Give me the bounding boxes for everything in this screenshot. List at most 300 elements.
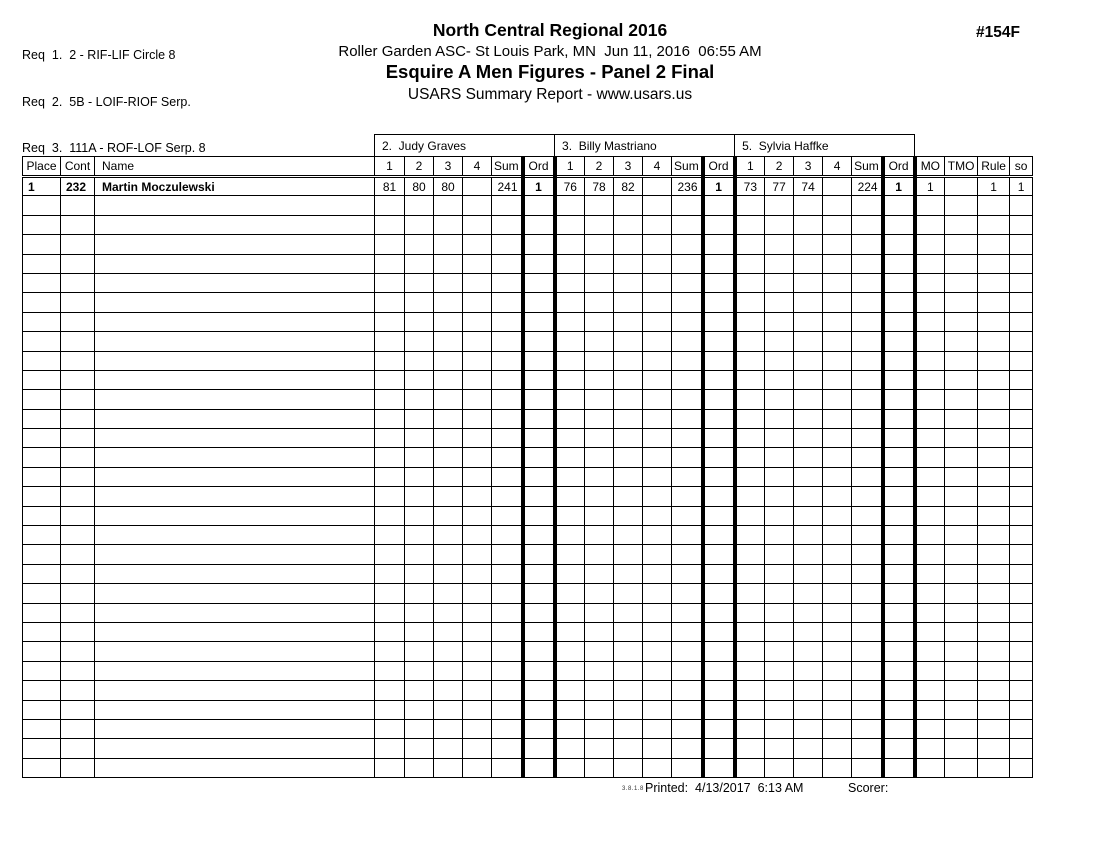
ord-cell <box>703 390 735 409</box>
score-cell <box>794 429 823 448</box>
rule-cell <box>978 681 1010 700</box>
ord-cell <box>703 545 735 564</box>
score-cell <box>585 215 614 234</box>
place-cell <box>23 700 61 719</box>
mo-cell <box>915 293 945 312</box>
sum-cell <box>492 254 523 273</box>
sum-cell <box>672 700 703 719</box>
cont-cell <box>61 448 95 467</box>
score-cell <box>765 545 794 564</box>
score-cell <box>434 622 463 641</box>
score-cell <box>765 429 794 448</box>
score-cell <box>375 642 405 661</box>
score-cell <box>375 273 405 292</box>
name-cell <box>95 526 375 545</box>
ord-cell <box>883 719 915 738</box>
score-cell <box>614 564 643 583</box>
score-cell <box>463 351 492 370</box>
score-cell <box>555 448 585 467</box>
rule-cell <box>978 273 1010 292</box>
empty-table-row <box>23 526 1033 545</box>
score-cell <box>405 545 434 564</box>
cont-cell <box>61 739 95 758</box>
sum-cell <box>852 564 883 583</box>
score-cell <box>735 584 765 603</box>
score-cell <box>375 196 405 215</box>
col-header-judge2-ord: Ord <box>703 157 735 177</box>
so-cell <box>1010 312 1033 331</box>
score-cell <box>405 700 434 719</box>
tmo-cell <box>945 254 978 273</box>
score-cell <box>794 739 823 758</box>
sum-cell <box>672 351 703 370</box>
score-cell <box>643 215 672 234</box>
score-cell <box>434 719 463 738</box>
score-cell <box>375 351 405 370</box>
score-cell <box>405 487 434 506</box>
score-cell <box>614 215 643 234</box>
ord-cell <box>523 719 555 738</box>
score-cell <box>434 758 463 777</box>
score-cell <box>765 642 794 661</box>
place-cell <box>23 235 61 254</box>
score-cell <box>434 642 463 661</box>
score-cell <box>765 215 794 234</box>
place-cell <box>23 584 61 603</box>
score-cell <box>794 603 823 622</box>
score-cell <box>823 351 852 370</box>
ord-cell <box>703 332 735 351</box>
score-cell <box>823 215 852 234</box>
score-cell <box>735 603 765 622</box>
place-cell <box>23 254 61 273</box>
ord-cell <box>523 545 555 564</box>
sum-cell <box>852 526 883 545</box>
empty-table-row <box>23 719 1033 738</box>
ord-cell <box>523 448 555 467</box>
sum-cell <box>852 312 883 331</box>
score-cell <box>735 467 765 486</box>
score-cell <box>585 273 614 292</box>
empty-table-row <box>23 506 1033 525</box>
score-cell <box>375 215 405 234</box>
cont-cell <box>61 719 95 738</box>
so-cell <box>1010 409 1033 428</box>
col-header-rule: Rule <box>978 157 1010 177</box>
score-cell <box>614 719 643 738</box>
cont-cell <box>61 332 95 351</box>
score-cell <box>794 293 823 312</box>
ord-cell <box>703 739 735 758</box>
tmo-cell <box>945 564 978 583</box>
table-head <box>23 135 1033 177</box>
so-cell <box>1010 506 1033 525</box>
score-cell <box>555 273 585 292</box>
score-cell <box>735 235 765 254</box>
score-cell <box>555 681 585 700</box>
score-cell <box>823 564 852 583</box>
name-cell <box>95 254 375 273</box>
score-cell <box>405 254 434 273</box>
rule-cell <box>978 739 1010 758</box>
tmo-cell <box>945 739 978 758</box>
score-cell <box>555 603 585 622</box>
score-cell <box>375 390 405 409</box>
ord-cell <box>523 409 555 428</box>
rule-cell <box>978 526 1010 545</box>
so-cell <box>1010 603 1033 622</box>
empty-table-row <box>23 758 1033 777</box>
score-cell <box>375 448 405 467</box>
sum-cell <box>852 467 883 486</box>
score-cell <box>614 758 643 777</box>
score-cell <box>463 487 492 506</box>
so-cell <box>1010 681 1033 700</box>
rule-cell <box>978 215 1010 234</box>
mo-cell <box>915 332 945 351</box>
score-cell <box>375 526 405 545</box>
score-cell <box>614 661 643 680</box>
ord-cell <box>703 235 735 254</box>
cont-cell <box>61 758 95 777</box>
score-cell <box>823 390 852 409</box>
column-header-row <box>23 157 1033 177</box>
software-version: 3.8.1.8 <box>622 786 644 792</box>
ord-cell <box>703 564 735 583</box>
score-cell: 82 <box>614 177 643 196</box>
score-cell <box>555 758 585 777</box>
score-cell <box>463 758 492 777</box>
score-cell <box>555 254 585 273</box>
score-cell <box>794 661 823 680</box>
so-cell <box>1010 467 1033 486</box>
score-cell <box>614 370 643 389</box>
score-cell <box>434 603 463 622</box>
score-cell <box>555 351 585 370</box>
score-cell <box>405 332 434 351</box>
col-header-judge1-sum: Sum <box>492 157 523 177</box>
ord-cell <box>883 758 915 777</box>
ord-cell <box>703 700 735 719</box>
so-cell <box>1010 584 1033 603</box>
score-cell <box>434 584 463 603</box>
score-cell <box>405 196 434 215</box>
score-cell <box>463 642 492 661</box>
place-cell <box>23 506 61 525</box>
so-cell <box>1010 332 1033 351</box>
ord-cell <box>703 661 735 680</box>
sum-cell <box>852 545 883 564</box>
sum-cell <box>852 254 883 273</box>
score-cell <box>463 448 492 467</box>
name-cell <box>95 545 375 564</box>
score-cell <box>434 196 463 215</box>
sum-cell <box>672 448 703 467</box>
score-cell <box>823 332 852 351</box>
mo-cell <box>915 351 945 370</box>
score-cell <box>823 584 852 603</box>
score-cell <box>434 429 463 448</box>
score-cell: 77 <box>765 177 794 196</box>
score-cell <box>765 273 794 292</box>
so-cell <box>1010 758 1033 777</box>
score-cell <box>823 254 852 273</box>
name-cell <box>95 429 375 448</box>
mo-cell <box>915 487 945 506</box>
ord-cell <box>883 487 915 506</box>
so-cell <box>1010 487 1033 506</box>
cont-cell <box>61 564 95 583</box>
empty-table-row <box>23 235 1033 254</box>
mo-cell <box>915 196 945 215</box>
score-cell <box>614 448 643 467</box>
score-cell <box>585 467 614 486</box>
ord-cell <box>523 506 555 525</box>
ord-cell <box>883 293 915 312</box>
col-header-judge1-4: 4 <box>463 157 492 177</box>
score-cell <box>434 448 463 467</box>
score-cell <box>463 215 492 234</box>
place-cell <box>23 467 61 486</box>
score-cell <box>405 370 434 389</box>
cont-cell <box>61 487 95 506</box>
empty-table-row <box>23 448 1033 467</box>
mo-cell <box>915 642 945 661</box>
score-cell <box>463 681 492 700</box>
ord-cell <box>523 487 555 506</box>
score-cell <box>585 739 614 758</box>
col-header-judge1-ord: Ord <box>523 157 555 177</box>
score-cell <box>555 584 585 603</box>
tmo-cell <box>945 177 978 196</box>
rule-cell <box>978 448 1010 467</box>
col-header-mo: MO <box>915 157 945 177</box>
name-cell <box>95 487 375 506</box>
sum-cell <box>672 312 703 331</box>
sum-cell <box>852 409 883 428</box>
rule-cell <box>978 564 1010 583</box>
score-cell <box>614 487 643 506</box>
score-cell <box>735 196 765 215</box>
score-cell <box>765 487 794 506</box>
score-cell <box>405 235 434 254</box>
name-cell <box>95 739 375 758</box>
score-cell <box>765 719 794 738</box>
score-cell <box>643 429 672 448</box>
sum-cell <box>852 739 883 758</box>
place-cell <box>23 603 61 622</box>
score-cell <box>735 390 765 409</box>
empty-table-row <box>23 467 1033 486</box>
ord-cell <box>523 642 555 661</box>
sum-cell <box>672 642 703 661</box>
so-cell <box>1010 622 1033 641</box>
name-cell: Martin Moczulewski <box>95 177 375 196</box>
score-cell: 80 <box>405 177 434 196</box>
score-cell <box>375 235 405 254</box>
rule-cell <box>978 642 1010 661</box>
cont-cell <box>61 545 95 564</box>
tmo-cell <box>945 584 978 603</box>
scorer-label: Scorer: <box>848 781 889 795</box>
sum-cell <box>852 235 883 254</box>
score-cell <box>643 545 672 564</box>
score-cell <box>405 622 434 641</box>
sum-cell <box>492 622 523 641</box>
rule-cell <box>978 370 1010 389</box>
score-cell: 74 <box>794 177 823 196</box>
ord-cell <box>883 700 915 719</box>
score-cell <box>614 681 643 700</box>
place-cell <box>23 526 61 545</box>
requirement-line-2: Req 2. 5B - LOIF-RIOF Serp. <box>22 94 191 109</box>
mo-cell <box>915 254 945 273</box>
score-cell <box>585 545 614 564</box>
score-cell <box>823 448 852 467</box>
ord-cell <box>523 603 555 622</box>
score-cell <box>375 739 405 758</box>
so-cell <box>1010 351 1033 370</box>
mo-cell <box>915 584 945 603</box>
score-cell <box>405 273 434 292</box>
score-cell <box>463 429 492 448</box>
sum-cell <box>672 332 703 351</box>
so-cell <box>1010 545 1033 564</box>
score-cell <box>765 526 794 545</box>
score-cell <box>643 739 672 758</box>
ord-cell <box>883 448 915 467</box>
score-cell <box>375 584 405 603</box>
sum-cell <box>492 370 523 389</box>
score-cell <box>555 545 585 564</box>
sum-cell <box>492 215 523 234</box>
score-cell <box>735 332 765 351</box>
cont-cell <box>61 661 95 680</box>
score-cell <box>643 390 672 409</box>
place-cell <box>23 370 61 389</box>
place-cell <box>23 719 61 738</box>
ord-cell <box>883 235 915 254</box>
tmo-cell <box>945 642 978 661</box>
sum-cell <box>852 332 883 351</box>
score-cell <box>585 332 614 351</box>
score-cell <box>823 370 852 389</box>
score-cell <box>555 739 585 758</box>
mo-cell <box>915 273 945 292</box>
score-cell <box>555 332 585 351</box>
col-header-judge1-3: 3 <box>434 157 463 177</box>
cont-cell: 232 <box>61 177 95 196</box>
name-cell <box>95 661 375 680</box>
place-cell <box>23 564 61 583</box>
score-cell <box>823 700 852 719</box>
ord-cell <box>883 429 915 448</box>
score-cell <box>434 700 463 719</box>
sum-cell <box>852 351 883 370</box>
score-cell <box>405 603 434 622</box>
empty-table-row <box>23 409 1033 428</box>
score-cell <box>823 758 852 777</box>
name-cell <box>95 719 375 738</box>
score-cell <box>585 681 614 700</box>
sum-cell <box>672 215 703 234</box>
score-cell <box>375 758 405 777</box>
rule-cell <box>978 622 1010 641</box>
score-cell <box>614 429 643 448</box>
cont-cell <box>61 390 95 409</box>
score-cell <box>765 448 794 467</box>
so-cell <box>1010 196 1033 215</box>
score-cell <box>614 293 643 312</box>
score-cell <box>555 312 585 331</box>
score-cell <box>585 235 614 254</box>
score-cell <box>555 700 585 719</box>
col-header-judge2-3: 3 <box>614 157 643 177</box>
ord-cell <box>883 622 915 641</box>
score-cell <box>375 719 405 738</box>
ord-cell <box>523 584 555 603</box>
ord-cell <box>523 467 555 486</box>
mo-cell <box>915 215 945 234</box>
score-cell <box>643 312 672 331</box>
score-cell <box>585 254 614 273</box>
mo-cell <box>915 622 945 641</box>
sum-cell <box>672 584 703 603</box>
score-cell <box>794 409 823 428</box>
score-cell <box>585 370 614 389</box>
so-cell <box>1010 526 1033 545</box>
place-cell <box>23 196 61 215</box>
score-cell <box>735 370 765 389</box>
score-cell <box>555 506 585 525</box>
score-cell <box>823 196 852 215</box>
score-cell <box>643 526 672 545</box>
score-cell <box>463 564 492 583</box>
score-cell <box>434 312 463 331</box>
score-cell <box>614 739 643 758</box>
place-cell <box>23 642 61 661</box>
col-header-judge3-4: 4 <box>823 157 852 177</box>
score-cell <box>375 467 405 486</box>
tmo-cell <box>945 293 978 312</box>
place-cell <box>23 622 61 641</box>
score-cell: 78 <box>585 177 614 196</box>
score-cell <box>735 506 765 525</box>
so-cell <box>1010 370 1033 389</box>
sum-cell <box>492 312 523 331</box>
cont-cell <box>61 603 95 622</box>
score-cell <box>735 215 765 234</box>
rule-cell <box>978 235 1010 254</box>
score-cell <box>765 409 794 428</box>
score-cell <box>794 584 823 603</box>
score-cell <box>823 409 852 428</box>
name-cell <box>95 700 375 719</box>
sum-cell <box>492 564 523 583</box>
mo-cell <box>915 506 945 525</box>
score-cell <box>765 370 794 389</box>
sum-cell <box>672 564 703 583</box>
ord-cell: 1 <box>883 177 915 196</box>
score-cell <box>614 390 643 409</box>
col-header-judge3-sum: Sum <box>852 157 883 177</box>
score-cell <box>735 758 765 777</box>
score-cell <box>823 545 852 564</box>
score-cell <box>434 235 463 254</box>
sum-cell <box>492 487 523 506</box>
col-header-place: Place <box>23 157 61 177</box>
score-cell <box>765 681 794 700</box>
